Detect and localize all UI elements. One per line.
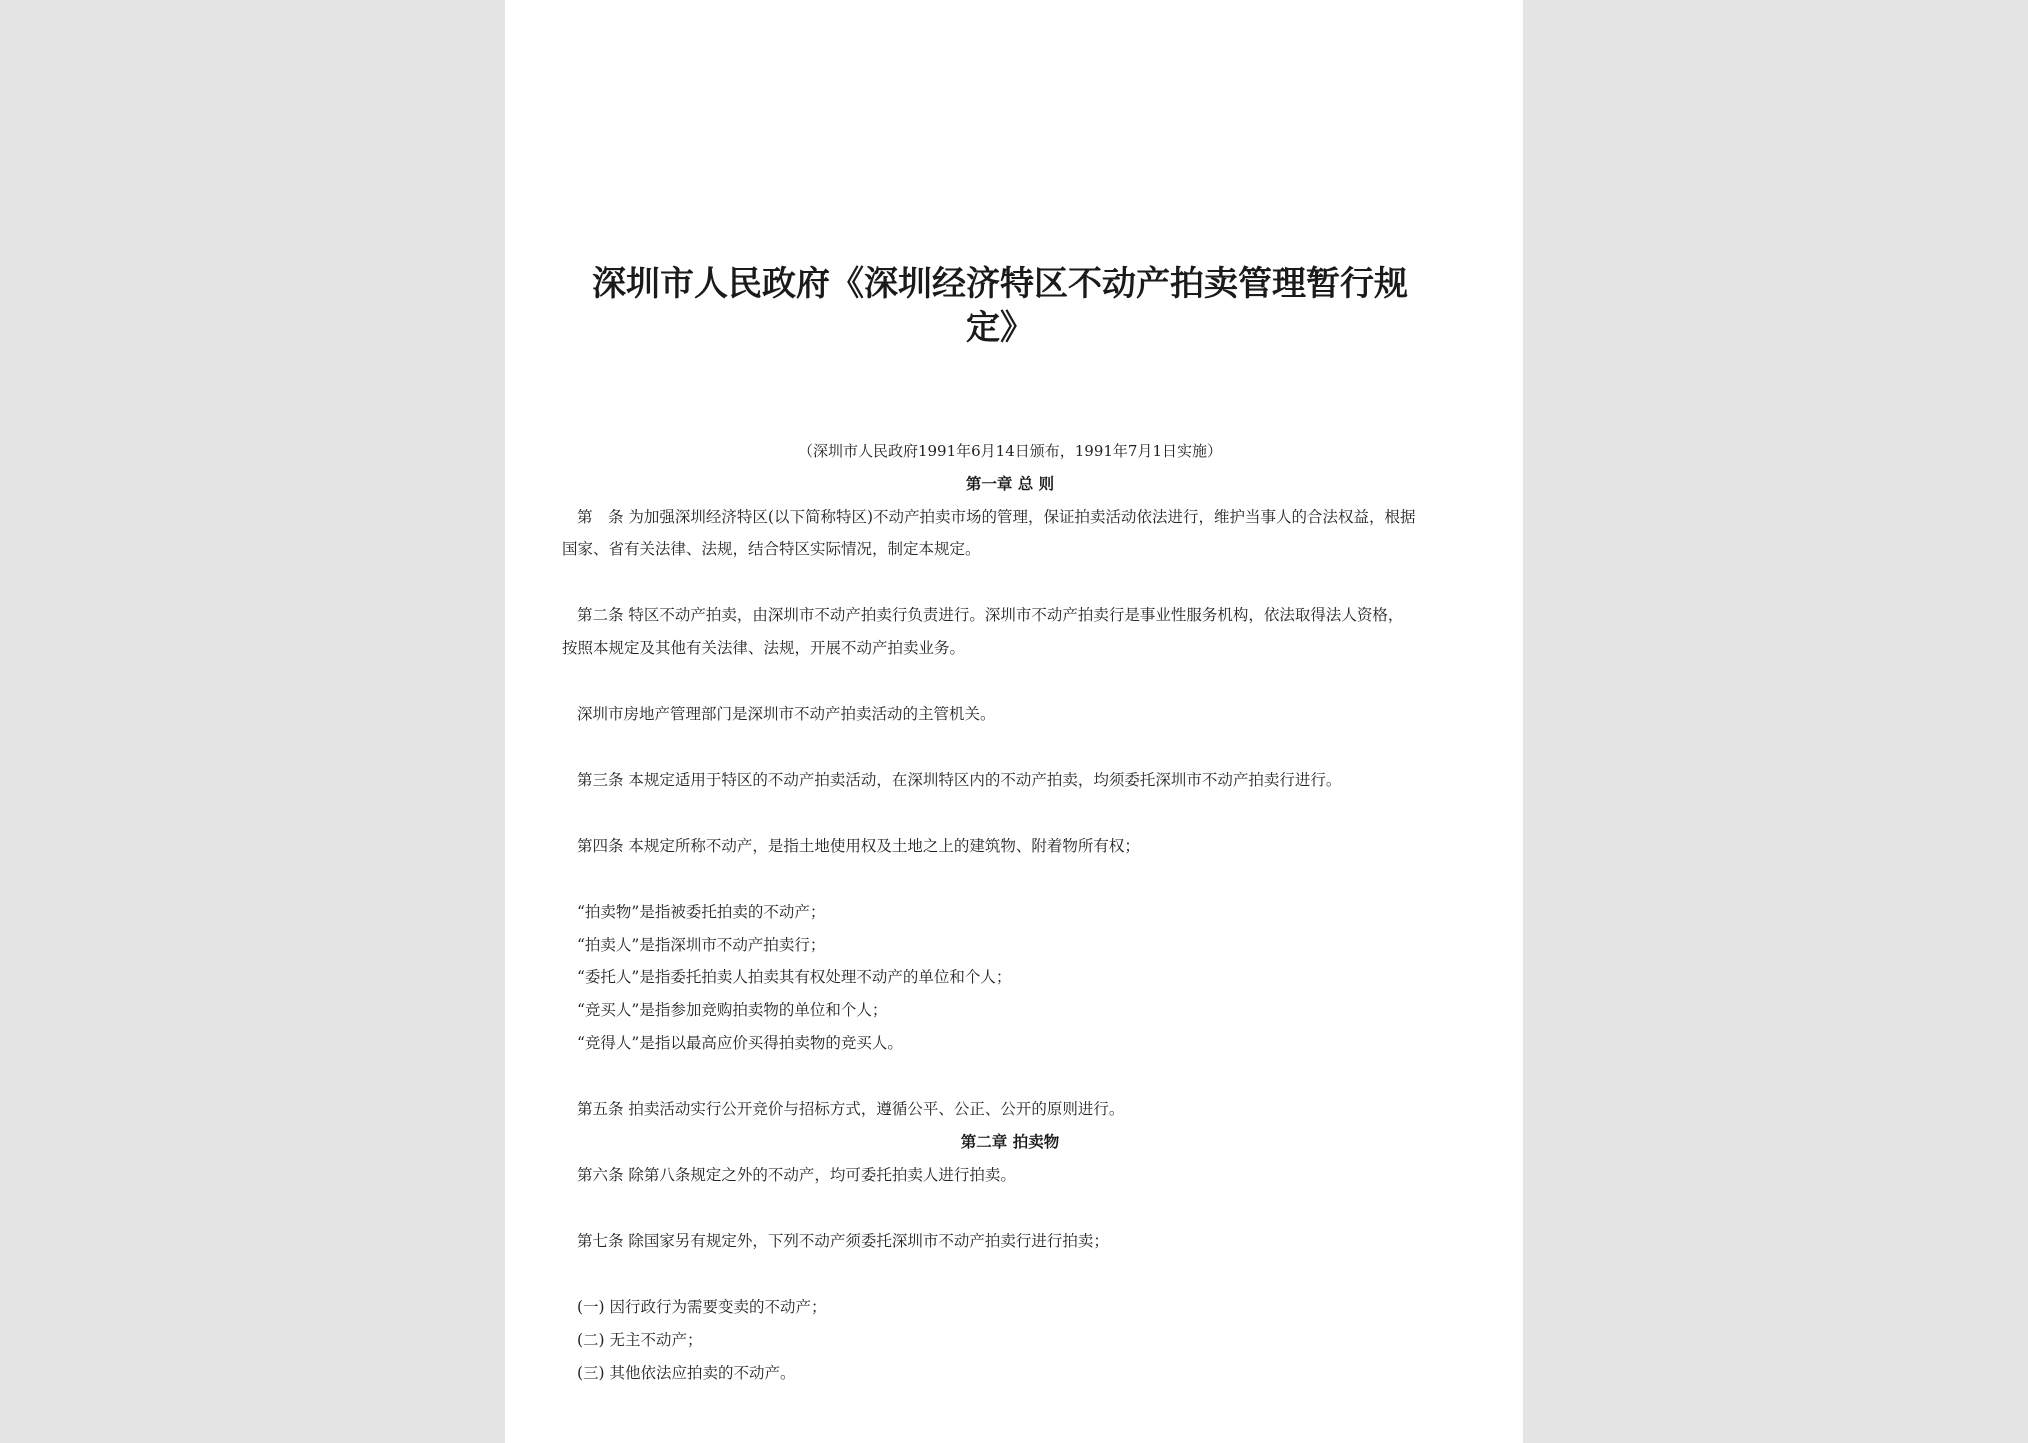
definition-5: “竞得人”是指以最高应价买得拍卖物的竞买人。 (577, 1034, 903, 1052)
chapter-heading-1: 第一章 总 则 (965, 474, 1055, 493)
article-2-paragraph-2: 深圳市房地产管理部门是深圳市不动产拍卖活动的主管机关。 (577, 705, 996, 723)
list-item-1: (一) 因行政行为需要变卖的不动产； (577, 1298, 827, 1316)
document-title (560, 262, 1440, 350)
definition-2: “拍卖人”是指深圳市不动产拍卖行； (577, 936, 826, 954)
article-2-line-1: 第二条 特区不动产拍卖，由深圳市不动产拍卖行负责进行。深圳市不动产拍卖行是事业性服务机构，依法取得法人资格， (577, 606, 1404, 624)
article-7: 第七条 除国家另有规定外，下列不动产须委托深圳市不动产拍卖行进行拍卖； (577, 1232, 1109, 1250)
list-item-3: (三) 其他依法应拍卖的不动产。 (577, 1364, 796, 1382)
article-4: 第四条 本规定所称不动产，是指土地使用权及土地之上的建筑物、附着物所有权； (577, 837, 1140, 855)
definition-1: “拍卖物”是指被委托拍卖的不动产； (577, 903, 826, 921)
article-3: 第三条 本规定适用于特区的不动产拍卖活动，在深圳特区内的不动产拍卖，均须委托深圳市不动产拍卖行进行。 (577, 771, 1342, 789)
list-item-2: (二) 无主不动产； (577, 1331, 703, 1349)
title-line-1: 深圳市人民政府《深圳经济特区不动产拍卖管理暂行规 (592, 264, 1408, 304)
article-1-line-2: 国家、省有关法律、法规，结合特区实际情况，制定本规定。 (562, 540, 981, 558)
article-2-line-2: 按照本规定及其他有关法律、法规，开展不动产拍卖业务。 (562, 639, 966, 657)
article-5: 第五条 拍卖活动实行公开竞价与招标方式，遵循公平、公正、公开的原则进行。 (577, 1100, 1125, 1118)
article-6: 第六条 除第八条规定之外的不动产，均可委托拍卖人进行拍卖。 (577, 1166, 1016, 1184)
title-line-2: 定》 (966, 308, 1034, 348)
chapter-heading-2: 第二章 拍卖物 (960, 1132, 1060, 1151)
definition-3: “委托人”是指委托拍卖人拍卖其有权处理不动产的单位和个人； (577, 968, 1012, 986)
document-page (505, 0, 1523, 1443)
definition-4: “竞买人”是指参加竞购拍卖物的单位和个人； (577, 1001, 888, 1019)
promulgation-note: （深圳市人民政府1991年6月14日颁布，1991年7月1日实施） (797, 442, 1223, 460)
article-1-line-1: 第 条 为加强深圳经济特区(以下简称特区)不动产拍卖市场的管理，保证拍卖活动依法进行，维护当事人的合法权益，根据 (577, 508, 1416, 526)
